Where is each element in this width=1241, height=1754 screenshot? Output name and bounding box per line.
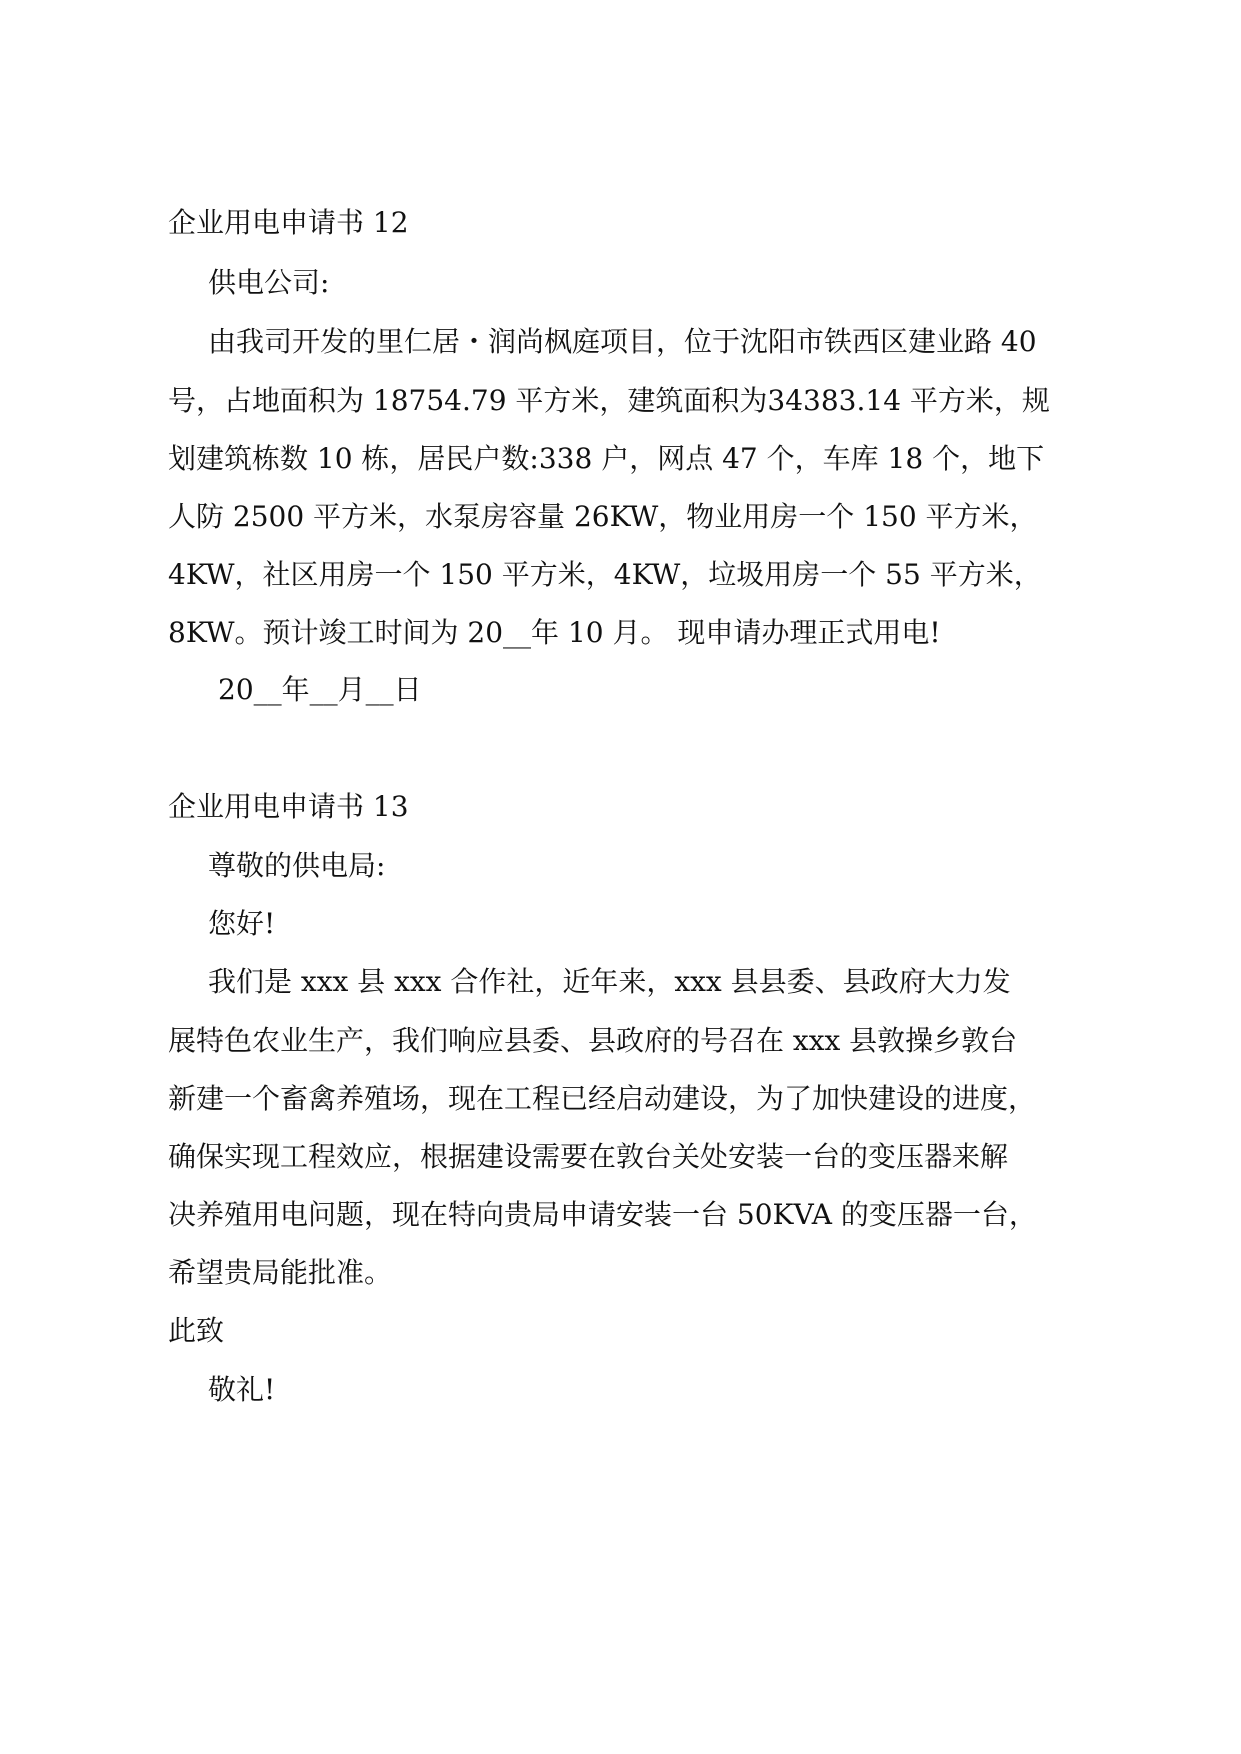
letter-12-salutation: 供电公司: <box>208 266 330 299</box>
letter-12-body-line: 号，占地面积为 18754.79 平方米，建筑面积为34383.14 平方米，规 <box>168 384 1050 417</box>
letter-13-salutation: 尊敬的供电局: <box>208 849 386 882</box>
letter-13-body-line: 确保实现工程效应，根据建设需要在敦台关处安装一台的变压器来解 <box>168 1140 1009 1173</box>
letter-13-body-line: 我们是 xxx 县 xxx 合作社，近年来，xxx 县县委、县政府大力发 <box>208 965 1011 998</box>
letter-12-title: 企业用电申请书 12 <box>168 206 409 239</box>
letter-12-body-line: 人防 2500 平方米，水泵房容量 26KW，物业用房一个 150 平方米， <box>168 500 1038 533</box>
letter-13-body-line: 新建一个畜禽养殖场，现在工程已经启动建设，为了加快建设的进度， <box>168 1082 1037 1115</box>
letter-13-body-line: 决养殖用电问题，现在特向贵局申请安装一台 50KVA 的变压器一台， <box>168 1198 1037 1231</box>
letter-13-closing: 此致 <box>168 1314 225 1347</box>
letter-12-body-line: 由我司开发的里仁居・润尚枫庭项目，位于沈阳市铁西区建业路 40 <box>208 325 1037 358</box>
letter-12-body-line: 4KW，社区用房一个 150 平方米，4KW，垃圾用房一个 55 平方米， <box>168 558 1042 591</box>
letter-13-body-line: 展特色农业生产，我们响应县委、县政府的号召在 xxx 县敦操乡敦台 <box>168 1024 1018 1057</box>
letter-12-body-line: 8KW。预计竣工时间为 20__年 10 月。 现申请办理正式用电! <box>168 616 941 649</box>
letter-13-regards: 敬礼! <box>208 1373 276 1406</box>
letter-12-date: 20__年__月__日 <box>218 673 422 706</box>
letter-13-greeting: 您好! <box>208 907 276 940</box>
letter-13-body-line: 希望贵局能批准。 <box>168 1256 393 1289</box>
letter-13-title: 企业用电申请书 13 <box>168 790 409 823</box>
letter-12-body-line: 划建筑栋数 10 栋，居民户数:338 户，网点 47 个，车库 18 个，地下 <box>168 442 1045 475</box>
